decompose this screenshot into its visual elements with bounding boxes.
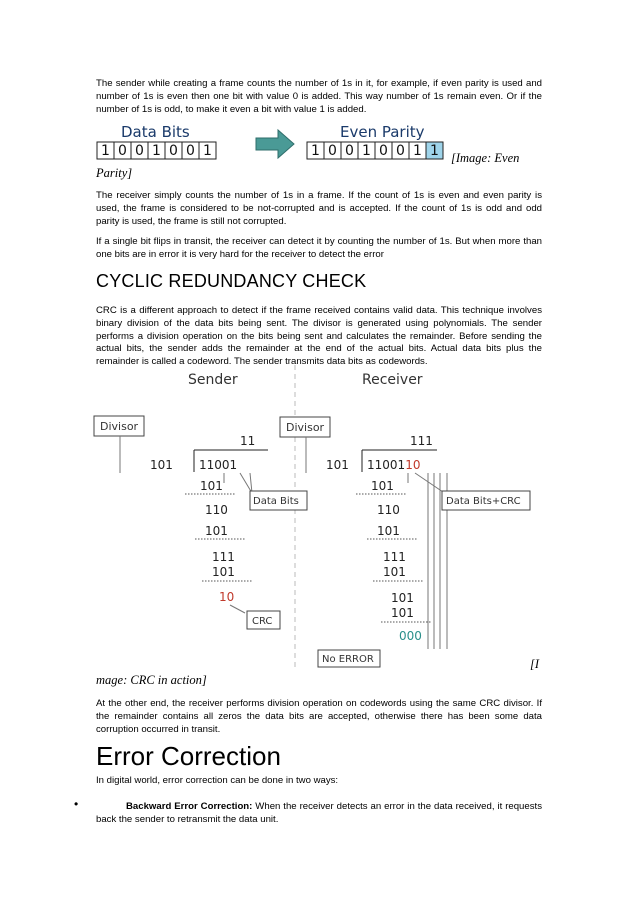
receiver-title: Receiver (362, 372, 423, 388)
receiver-dividend-crc: 10 (405, 458, 421, 472)
receiver-quotient: 111 (410, 434, 433, 448)
receiver-step-1: 101 (371, 479, 394, 493)
receiver-step-2: 110 (377, 503, 400, 517)
bullet-dot: • (74, 797, 79, 811)
even-parity-boxes (307, 142, 443, 159)
caption-crc-1: [I (530, 657, 540, 671)
sender-divisor: 101 (150, 458, 173, 472)
sender-title: Sender (188, 372, 238, 388)
data-bits-boxes (97, 142, 216, 159)
caption-even-parity-1: [Image: Even (451, 151, 520, 165)
parity-data-bit: 1 (362, 143, 371, 159)
sender-step-5: 101 (212, 565, 235, 579)
backward-error-correction-term: Backward Error Correction: (126, 801, 253, 812)
no-error-label: No ERROR (322, 654, 374, 665)
data-bit: 1 (152, 143, 161, 159)
data-bit: 1 (101, 143, 110, 159)
single-bit-paragraph: If a single bit flips in transit, the receiver can detect it by counting the number of 1s. But when more than one bits are in error it is very hard for the receiver to detect the error (96, 236, 542, 260)
receiver-step-7: 101 (391, 606, 414, 620)
sender-step-1: 101 (200, 479, 223, 493)
even-parity-figure (96, 120, 456, 165)
backward-error-correction-text: When the receiver detects an error in the data received, it requests back the sender to retransmit the data unit. (96, 801, 542, 825)
parity-data-bit: 0 (328, 143, 337, 159)
data-bit: 0 (186, 143, 195, 159)
sender-divisor-label: Divisor (100, 420, 139, 433)
receiver-divisor: 101 (326, 458, 349, 472)
sender-data-bits-label: Data Bits (253, 496, 299, 507)
intro-paragraph: The sender while creating a frame counts the number of 1s in it, for example, if even parity is used and number of 1s is even then one bit with value 0 is added. This way number of 1s remain even. Or if the number of 1s is odd, to make it even a bit with value 1 is added. (96, 78, 542, 115)
data-bit: 0 (135, 143, 144, 159)
parity-data-bit: 0 (379, 143, 388, 159)
data-bit: 0 (118, 143, 127, 159)
error-correction-heading: Error Correction (96, 741, 281, 771)
receiver-crc-paragraph: At the other end, the receiver performs division operation on codewords using the same CRC divisor. If the remainder contains all zeros the data bits are accepted, otherwise there has been some data corruption occurred in transit. (96, 698, 542, 735)
crc-paragraph: CRC is a different approach to detect if the frame received contains valid data. This technique involves binary division of the data bits being sent. The divisor is generated using polynomials. The sender performs a division operation on the bits being sent and calculates the remainder. Before sending the actual bits, the sender adds the remainder at the end of the actual bits. Actual data bits plus the remainder is called a codeword. The sender transmits data bits as codewords. (96, 305, 542, 368)
receiver-step-6: 101 (391, 591, 414, 605)
backward-error-correction-item (96, 801, 542, 827)
even-parity-label: Even Parity (340, 123, 425, 141)
parity-data-bit: 0 (396, 143, 405, 159)
receiver-step-3: 101 (377, 524, 400, 538)
sender-crc-label: CRC (252, 616, 273, 627)
receiver-data-bits-crc-label: Data Bits+CRC (446, 496, 521, 507)
svg-text:1100110 (367, 458, 420, 472)
caption-crc-2: mage: CRC in action] (96, 673, 207, 687)
receiver-step-4: 111 (383, 550, 406, 564)
arrow-right-icon (256, 130, 294, 158)
sender-step-3: 101 (205, 524, 228, 538)
parity-data-bit: 1 (413, 143, 422, 159)
receiver-paragraph: The receiver simply counts the number of 1s in a frame. If the count of 1s is even and even parity is used, the frame is considered to be not-corrupted and is accepted. If the count of 1s is odd and odd parity is used, the frame is still not corrupted. (96, 190, 542, 227)
sender-step-2: 110 (205, 503, 228, 517)
crc-heading: CYCLIC REDUNDANCY CHECK (96, 271, 367, 291)
data-bits-label: Data Bits (121, 123, 190, 141)
sender-dividend: 11001 (199, 458, 238, 472)
data-bit: 0 (169, 143, 178, 159)
receiver-remainder: 000 (399, 629, 422, 643)
sender-step-4: 111 (212, 550, 235, 564)
error-correction-intro: In digital world, error correction can be done in two ways: (96, 775, 339, 786)
crc-figure (90, 365, 550, 670)
receiver-dividend-data: 11001 (367, 458, 406, 472)
parity-bit: 1 (430, 143, 439, 159)
receiver-divisor-label: Divisor (286, 421, 325, 434)
sender-quotient: 11 (240, 434, 256, 448)
caption-even-parity-2: Parity] (96, 166, 133, 180)
parity-data-bit: 1 (311, 143, 320, 159)
parity-data-bit: 0 (345, 143, 354, 159)
sender-remainder: 10 (219, 590, 235, 604)
data-bit: 1 (203, 143, 212, 159)
receiver-step-5: 101 (383, 565, 406, 579)
